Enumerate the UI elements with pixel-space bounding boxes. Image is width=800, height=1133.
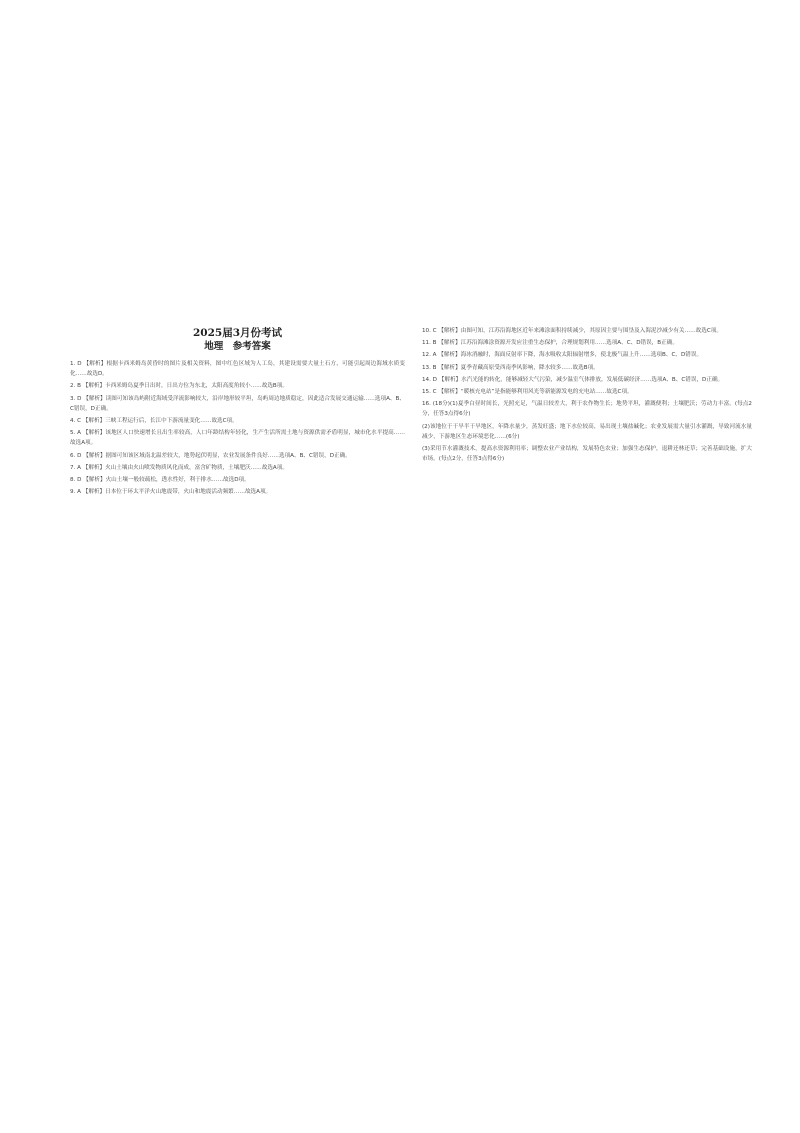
answer-sheet bbox=[62, 326, 752, 762]
answer-item: 5. A 【解析】该地区人口快速增长且出生率较高，人口年龄结构年轻化，生产生活所需土地与资源供需矛盾明显，城市化水平提高……故选A项。 bbox=[70, 430, 405, 447]
left-column bbox=[70, 326, 405, 499]
answer-item: 15. C 【解析】“暖核充电站”是指能够利用风光等新能源发电的充电站……故选C项。 bbox=[422, 389, 633, 396]
answer-item: 14. D 【解析】水汽光能的转化，能够减轻大气污染，减少温室气体排放，发展低碳经济……选项A、B、C错误，D正确。 bbox=[422, 376, 724, 383]
answer-list-right bbox=[422, 326, 752, 464]
answer-item: 2. B 【解析】卡西米姆岛夏季日出时，日出方位为东北，太阳高度角较小……故选B项。 bbox=[70, 383, 288, 390]
answer-item: 4. C 【解析】三峡工程运行后，长江中下游流量变化……故选C项。 bbox=[70, 418, 238, 425]
answer-item: 16. (18分)(1)夏季白昼时间长，光照充足，气温日较差大，利于农作物生长；地势平坦，灌溉便利；土壤肥沃；劳动力丰富。(每点2分，任答3点得6分) bbox=[422, 401, 752, 418]
right-column bbox=[422, 326, 752, 466]
answer-item: 1. D 【解析】根据卡西米姆岛黄昏时的图片及相关资料，图中红色区域为人工岛，其建设需要大量土石方，可能引起周边海域水质变化……故选D。 bbox=[70, 361, 405, 378]
answer-item: 10. C 【解析】由图可知，江苏沿海地区近年来滩涂面积持续减少，其原因主要与围垦及入海泥沙减少有关……故选C项。 bbox=[422, 328, 722, 334]
answer-item: 12. A 【解析】海冰消融时，海面反射率下降，海水吸收太阳辐射增多，使北极气温上升……选项B、C、D错误。 bbox=[422, 352, 703, 359]
answer-item: 6. D 【解析】据图可知该区域南北温差较大，地势起伏明显，农业发展条件良好……选项A、B、C错误，D正确。 bbox=[70, 452, 351, 459]
answer-item: 9. A 【解析】日本位于环太平洋火山地震带，火山和地震活动频繁……故选A项。 bbox=[70, 489, 272, 496]
page-title: 2025届3月份考试 bbox=[192, 327, 283, 339]
answer-item: 3. D 【解析】读图可知该岛屿附近海域受洋流影响较大，沿岸地形较平坦，岛屿周边地质稳定，因此适合发展交通运输……选项A、B、C错误，D正确。 bbox=[70, 395, 405, 412]
answer-item: 8. D 【解析】火山土壤一般较疏松，透水性好，利于排水……故选D项。 bbox=[70, 477, 250, 484]
answer-item: (3)采用节水灌溉技术，提高水资源利用率；调整农业产业结构，发展特色农业；加强生态保护，退耕还林还草；完善基础设施，扩大市场。(每点2分，任答3点得6分) bbox=[422, 446, 752, 463]
page-subtitle: 地理 参考答案 bbox=[204, 341, 271, 352]
answer-list-left bbox=[70, 359, 405, 497]
answer-item: 7. A 【解析】火山土壤由火山喷发物质风化而成，富含矿物质，土壤肥沃……故选A项。 bbox=[70, 464, 288, 471]
answer-item: 13. B 【解析】夏季青藏高原受西南季风影响，降水较多……故选B项。 bbox=[422, 364, 599, 371]
answer-item: 11. B 【解析】江苏沿海滩涂资源开发应注重生态保护，合理规划利用……选项A、C、D错误，B正确。 bbox=[422, 340, 678, 347]
answer-item: (2)该地位于干旱半干旱地区，年降水量少，蒸发旺盛；地下水位较高，易出现土壤盐碱化；农业发展需大量引水灌溉，导致河流水量减少，下游地区生态环境恶化……(6分) bbox=[422, 423, 752, 440]
